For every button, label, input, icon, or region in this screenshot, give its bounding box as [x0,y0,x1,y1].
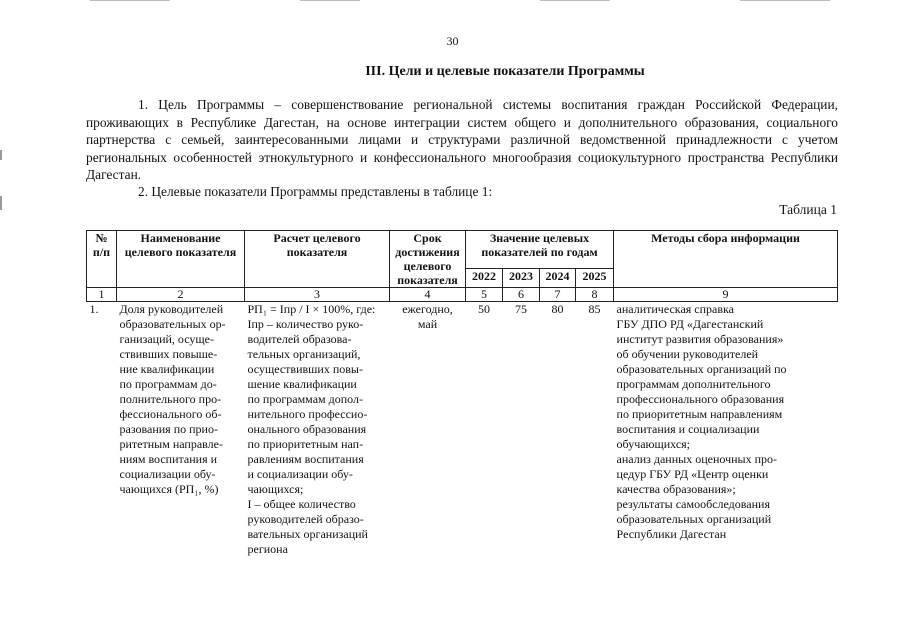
scan-edge-mark [0,150,2,160]
section-title: III. Цели и целевые показатели Программы [365,64,645,79]
scan-edge-mark [740,0,830,1]
header-term: Срок достижения целевого показателя [390,231,466,288]
header-year: 2025 [576,268,614,287]
indicators-table [86,230,838,557]
column-number: 2 [117,288,245,302]
column-number: 3 [245,288,390,302]
goal-paragraph: 1. Цель Программы – совершенствование региональной системы воспитания граждан Российской Федерации, проживающих в Республике Дагестан, на основе интеграции систем общего и дополнительного образования, социального партнерства с семьей, заинтересованными лицами и структурами различной ведомственной принадлежности с учетом региональных особенностей этнокультурного и конфессионального многообразия социокультурного пространства Республики Дагестан. [86,97,838,182]
header-methods: Методы сбора информации [614,231,838,288]
row-value-2025: 85 [588,302,601,316]
scan-edge-mark [540,0,610,1]
header-num: № п/п [87,231,117,288]
scan-edge-mark [90,0,170,1]
row-term: ежегодно, май [402,302,453,331]
table-caption: Таблица 1 [779,202,837,217]
row-methods: аналитическая справка ГБУ ДПО РД «Дагестанский институт развития образования» об обучении руководителей образовательных организаций по программам дополнительного профессионального образования по приоритетным направлениям воспитания и социализации обучающихся; анализ данных оценочных про- цедур ГБУ РД «Центр оценки качества образования»; результаты самообследования образовательных организаций Республики Дагестан [616,302,787,541]
header-calc: Расчет целевого показателя [245,231,390,288]
row-value-2023: 75 [515,302,527,316]
column-number: 6 [503,288,540,302]
header-year: 2024 [540,268,576,287]
indicators-paragraph: 2. Целевые показатели Программы представлены в таблице 1: [138,184,493,199]
row-value-2022: 50 [478,302,490,316]
column-number: 5 [466,288,503,302]
page-number: 30 [446,34,459,48]
column-numbers-row [87,288,838,302]
column-number: 8 [576,288,614,302]
header-values-group: Значение целевых показателей по годам [466,231,614,269]
column-number: 4 [390,288,466,302]
column-number: 7 [540,288,576,302]
table-row [87,302,838,558]
header-row [87,231,838,269]
scan-edge-mark [300,0,360,1]
column-number: 1 [87,288,117,302]
column-number: 9 [614,288,838,302]
header-year: 2022 [466,268,503,287]
row-num: 1. [89,302,99,316]
header-year: 2023 [503,268,540,287]
scan-edge-mark [0,196,2,210]
row-value-2024: 80 [551,302,564,316]
header-name: Наименование целевого показателя [117,231,245,288]
row-calc: РП₁ = Iпр / I × 100%, где: Iпр – количество руко- водителей образова- тельных организаций, осуществивших повы- шение квалификации по программам допол- нительного профессио- онального образования по приоритетным нап- равлениям воспитания и социализации обу- чающихся; I – общее количество руководителей образо- вательных организаций региона [247,302,376,556]
row-name: Доля руководителей образовательных ор- ганизаций, осуще- ствивших повыше- ние квалификации по программам до- полнительного про- фессионального об- разования по прио- ритетным направле- ниям воспитания и социализации обу- чающихся (РП₁, %) [119,302,226,496]
